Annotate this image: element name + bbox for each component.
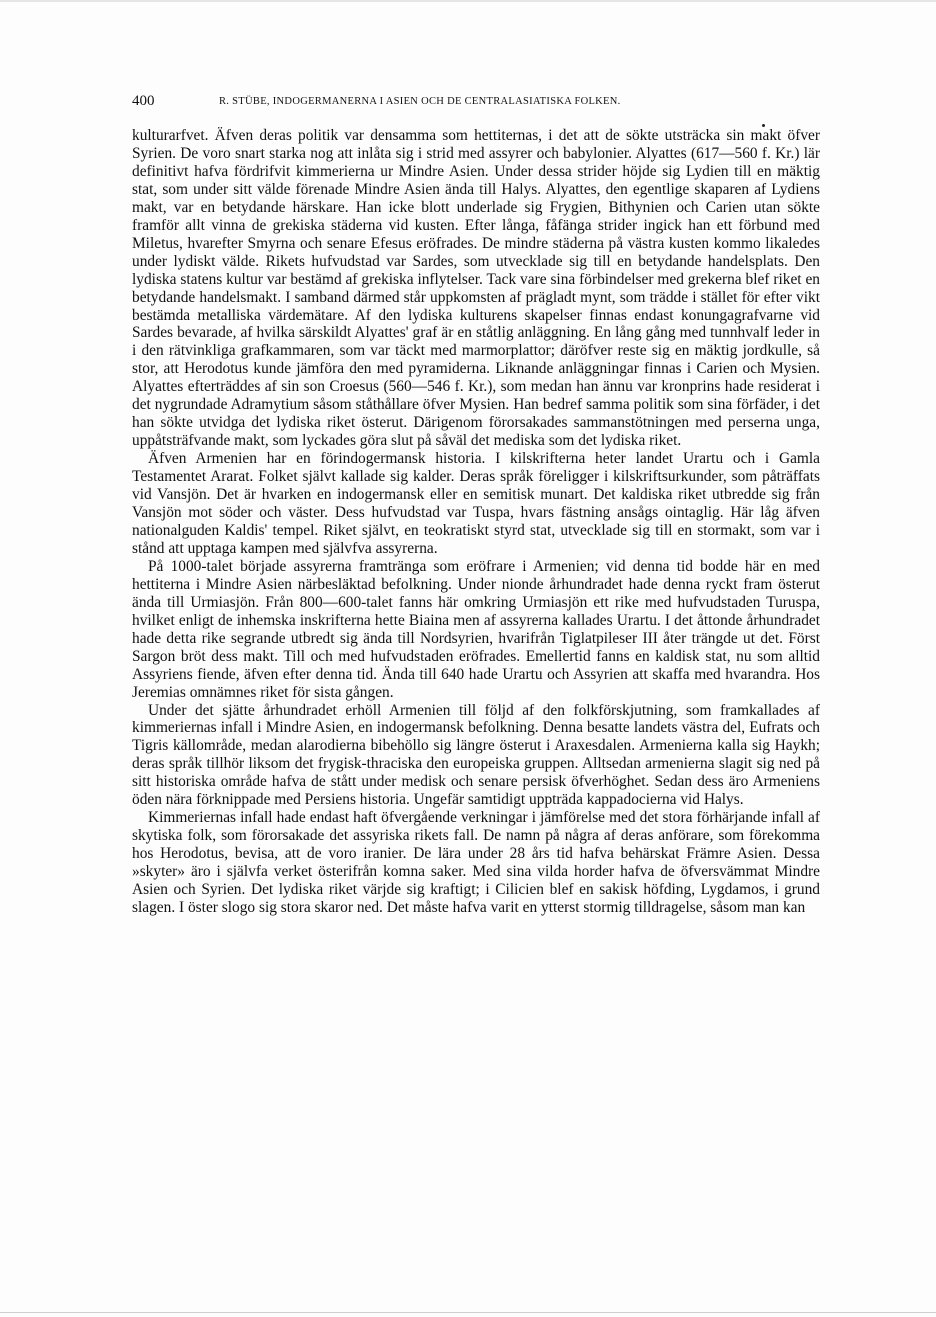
running-head: R. STÜBE, INDOGERMANERNA I ASIEN OCH DE CENTRALASIATISKA FOLKEN. [219, 96, 621, 107]
paragraph-lydia: kulturarfvet. Äfven deras politik var densamma som hettiternas, i det att de sökte utsträcka sin makt öfver Syrien. De voro snart starka nog att inlåta sig i strid med assyrer och babylonier. Alyattes (617—560 f. Kr.) lär definitivt hafva fördrifvit kimmerierna ur Mindre Asien. Under dessa strider höjde sig Lydien till en mäktig stat, som under sitt välde förenade Mindre Asien ända till Halys. Alyattes, den egentlige skaparen af Lydiens makt, var en betydande härskare. Han icke blott underlade sig Frygien, Bithynien och Carien utan sökte framför allt vinna de grekiska städerna vid kusten. Efter långa, fåfänga strider ingick han ett förbund med Miletus, hvarefter Smyrna och senare Efesus eröfrades. De mindre städerna på västra kusten kommo likaledes under lydiskt välde. Rikets hufvudstad var Sardes, som utvecklade sig till en betydande handelsplats. Den lydiska statens kultur var bestämd af grekiska inflytelser. Tack vare sina förbindelser med grekerna blef riket en betydande handelsmakt. I samband därmed står uppkomsten af prägladt mynt, som trädde i stället för efter vikt bestämda metalliska värdemätare. Af den lydiska kulturens skapelser finnas endast konungagrafvarne vid Sardes bevarade, af hvilka särskildt Alyattes' graf är en ståtlig anläggning. En lång gång med tunnhvalf leder in i den rätvinkliga grafkammaren, som var täckt med marmorplattor; däröfver reste sig en mäktig jordkulle, så stor, att Herodotus kunde jämföra den med pyramiderna. Liknande anläggningar finnas i Carien och Mysien. Alyattes efterträddes af sin son Croesus (560—546 f. Kr.), som medan han ännu var kronprins hade residerat i det nygrundade Adramytium såsom ståthållare öfver Mysien. Han bedref samma politik som sina förfäder, i det han sökte utvidga det lydiska riket österut. Därigenom förorsakades sammanstötningen med perserna unga, uppåtsträfvande makt, som lyckades göra slut på såväl det mediska som det lydiska riket. [132, 127, 820, 450]
paragraph-assyrian-conquest: På 1000-talet började assyrerna framtränga som eröfrare i Armenien; vid denna tid bodde här en med hettiterna i Mindre Asien närbesläktad befolkning. Under nionde århundradet hade denna ryckt fram österut ända till Urmiasjön. Från 800—600-talet fanns här omkring Urmiasjön ett rike med hufvudstaden Turuspa, hvilket enligt de inhemska inskrifterna hette Biaina men af assyrerna kallades Urartu. I det åttonde århundradet hade detta rike segrande utbredt sig ända till Nordsyrien, hvarifrån Tiglatpileser III åter trängde ut det. Först Sargon bröt dess makt. Till och med hufvudstaden eröfrades. Emellertid fanns en kaldisk stat, nu som alltid Assyriens fiende, äfven efter denna tid. Ända till 640 hade Urartu och Assyrien att skaffa med hvarandra. Hos Jeremias omnämnes riket för sista gången. [132, 557, 820, 701]
page-number: 400 [132, 93, 155, 109]
page-header [132, 93, 824, 115]
paragraph-cimmerians-scythians: Kimmeriernas infall hade endast haft öfvergående verkningar i jämförelse med det stora förhärjande infall af skytiska folk, som förorsakade det assyriska rikets fall. De namn på några af deras anförare, som förekomma hos Herodotus, bevisa, att de voro iranier. De lära under 28 års tid hafva behärskat Främre Asien. Dessa »skyter» äro i självfa verket österifrån komna saker. Med sina vilda horder hafva de öfversvämmat Mindre Asien och Syrien. Det lydiska riket värjde sig kraftigt; i Cilicien blef en sakisk höfding, Lygdamos, i grund slagen. I öster slogo sig stora skaror ned. Det måste hafva varit en ytterst stormig tilldragelse, såsom man kan [132, 809, 820, 916]
paragraph-armenia-prehistory: Äfven Armenien har en förindogermansk historia. I kilskrifterna heter landet Urartu och i Gamla Testamentet Ararat. Folket självt kallade sig kalder. Deras språk föreligger i kilskriftsurkunder, som påträffats vid Vansjön. Det är hvarken en indogermansk eller en semitisk munart. Det kaldiska riket utbredde sig från Vansjön mot söder och väster. Dess hufvudstad var Tuspa, hvars fästning ansågs ointaglig. Här låg äfven nationalguden Kaldis' tempel. Riket självt, en teokratiskt styrd stat, utvecklade sig till en stormakt, som var i stånd att upptaga kampen med självfva assyrerna. [132, 450, 820, 557]
scan-edge-bottom [0, 1312, 936, 1313]
body-text [132, 127, 820, 917]
scan-edge-top [0, 0, 936, 2]
paragraph-indo-european-settlement: Under det sjätte århundradet erhöll Armenien till följd af den folkförskjutning, som framkallades af kimmeriernas infall i Mindre Asien, en indogermansk befolkning. Denna besatte landets västra del, Eufrats och Tigris källområde, medan alarodierna bibehöllo sig längre österut i Araxesdalen. Armenierna kalla sig Haykh; deras språk tillhör liksom det frygisk-thraciska den europeiska gruppen. Alltsedan armenierna slagit sig ned på sitt historiska område hafva de stått under medisk och senare persisk öfverhöghet. Sedan dess äro Armeniens öden nära förknippade med Persiens historia. Ungefär samtidigt uppträda kappadocierna vid Halys. [132, 701, 820, 809]
